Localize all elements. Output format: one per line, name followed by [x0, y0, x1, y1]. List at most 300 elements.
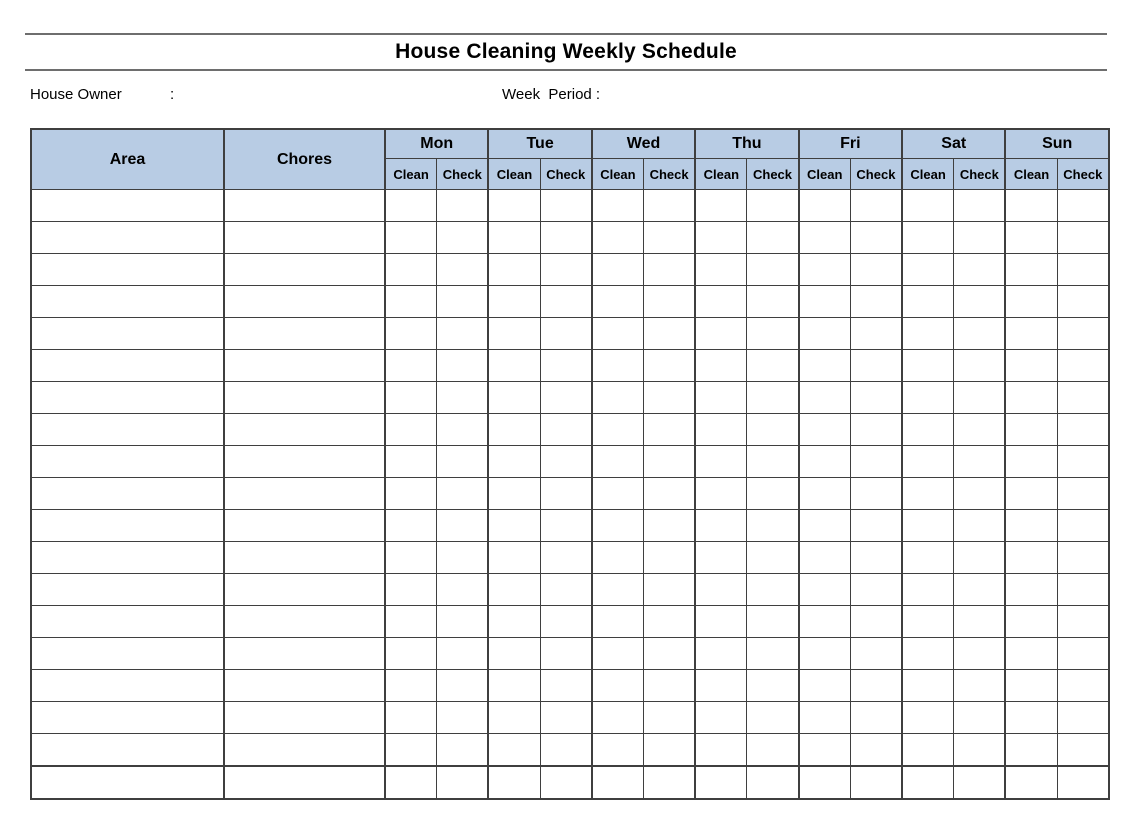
clean-cell-mon[interactable]: [385, 734, 437, 767]
check-cell-mon[interactable]: [437, 670, 489, 702]
clean-cell-wed[interactable]: [592, 254, 644, 286]
check-cell-sun[interactable]: [1057, 318, 1109, 350]
clean-cell-tue[interactable]: [488, 702, 540, 734]
chores-cell[interactable]: [224, 606, 385, 638]
chores-cell[interactable]: [224, 510, 385, 542]
check-cell-sat[interactable]: [954, 222, 1006, 254]
clean-cell-wed[interactable]: [592, 446, 644, 478]
check-cell-sat[interactable]: [954, 606, 1006, 638]
check-cell-fri[interactable]: [850, 478, 902, 510]
check-cell-thu[interactable]: [747, 638, 799, 670]
clean-cell-sun[interactable]: [1005, 638, 1057, 670]
clean-cell-sun[interactable]: [1005, 222, 1057, 254]
clean-cell-sat[interactable]: [902, 510, 954, 542]
check-cell-thu[interactable]: [747, 446, 799, 478]
check-cell-fri[interactable]: [850, 254, 902, 286]
check-cell-mon[interactable]: [437, 446, 489, 478]
check-cell-mon[interactable]: [437, 190, 489, 222]
check-cell-sun[interactable]: [1057, 222, 1109, 254]
clean-cell-sun[interactable]: [1005, 478, 1057, 510]
check-cell-fri[interactable]: [850, 286, 902, 318]
check-cell-sun[interactable]: [1057, 734, 1109, 767]
check-cell-wed[interactable]: [644, 510, 696, 542]
check-cell-thu[interactable]: [747, 670, 799, 702]
area-cell[interactable]: [31, 702, 224, 734]
check-cell-sun[interactable]: [1057, 702, 1109, 734]
check-cell-fri[interactable]: [850, 446, 902, 478]
area-cell[interactable]: [31, 446, 224, 478]
check-cell-sat[interactable]: [954, 382, 1006, 414]
check-cell-sun[interactable]: [1057, 286, 1109, 318]
check-cell-wed[interactable]: [644, 254, 696, 286]
clean-cell-sat[interactable]: [902, 318, 954, 350]
clean-cell-wed[interactable]: [592, 542, 644, 574]
chores-cell[interactable]: [224, 542, 385, 574]
clean-cell-sat[interactable]: [902, 382, 954, 414]
clean-cell-thu[interactable]: [695, 542, 747, 574]
check-cell-sat[interactable]: [954, 350, 1006, 382]
check-cell-mon[interactable]: [437, 606, 489, 638]
check-cell-mon[interactable]: [437, 318, 489, 350]
clean-cell-fri[interactable]: [799, 574, 851, 606]
check-cell-sat[interactable]: [954, 670, 1006, 702]
clean-cell-mon[interactable]: [385, 382, 437, 414]
chores-cell[interactable]: [224, 414, 385, 446]
area-cell[interactable]: [31, 574, 224, 606]
clean-cell-wed[interactable]: [592, 382, 644, 414]
clean-cell-tue[interactable]: [488, 638, 540, 670]
check-cell-tue[interactable]: [540, 670, 592, 702]
check-cell-wed[interactable]: [644, 190, 696, 222]
check-cell-tue[interactable]: [540, 702, 592, 734]
clean-cell-fri[interactable]: [799, 670, 851, 702]
clean-cell-sat[interactable]: [902, 350, 954, 382]
clean-cell-mon[interactable]: [385, 318, 437, 350]
clean-cell-mon[interactable]: [385, 510, 437, 542]
area-cell[interactable]: [31, 382, 224, 414]
clean-cell-sat[interactable]: [902, 766, 954, 799]
clean-cell-sat[interactable]: [902, 286, 954, 318]
area-cell[interactable]: [31, 638, 224, 670]
check-cell-fri[interactable]: [850, 702, 902, 734]
clean-cell-thu[interactable]: [695, 318, 747, 350]
clean-cell-fri[interactable]: [799, 446, 851, 478]
clean-cell-sat[interactable]: [902, 414, 954, 446]
check-cell-sat[interactable]: [954, 446, 1006, 478]
clean-cell-thu[interactable]: [695, 670, 747, 702]
clean-cell-sat[interactable]: [902, 702, 954, 734]
check-cell-mon[interactable]: [437, 638, 489, 670]
check-cell-sat[interactable]: [954, 638, 1006, 670]
check-cell-thu[interactable]: [747, 510, 799, 542]
check-cell-thu[interactable]: [747, 190, 799, 222]
check-cell-sun[interactable]: [1057, 542, 1109, 574]
clean-cell-fri[interactable]: [799, 382, 851, 414]
check-cell-thu[interactable]: [747, 606, 799, 638]
clean-cell-mon[interactable]: [385, 414, 437, 446]
check-cell-sun[interactable]: [1057, 766, 1109, 799]
clean-cell-sat[interactable]: [902, 222, 954, 254]
check-cell-thu[interactable]: [747, 318, 799, 350]
check-cell-sat[interactable]: [954, 478, 1006, 510]
check-cell-tue[interactable]: [540, 766, 592, 799]
check-cell-sat[interactable]: [954, 542, 1006, 574]
clean-cell-wed[interactable]: [592, 734, 644, 767]
clean-cell-wed[interactable]: [592, 670, 644, 702]
clean-cell-thu[interactable]: [695, 414, 747, 446]
clean-cell-sun[interactable]: [1005, 734, 1057, 767]
clean-cell-tue[interactable]: [488, 766, 540, 799]
check-cell-tue[interactable]: [540, 414, 592, 446]
check-cell-sat[interactable]: [954, 190, 1006, 222]
check-cell-thu[interactable]: [747, 286, 799, 318]
check-cell-wed[interactable]: [644, 414, 696, 446]
check-cell-wed[interactable]: [644, 222, 696, 254]
check-cell-sun[interactable]: [1057, 574, 1109, 606]
check-cell-mon[interactable]: [437, 286, 489, 318]
check-cell-fri[interactable]: [850, 414, 902, 446]
clean-cell-tue[interactable]: [488, 510, 540, 542]
chores-cell[interactable]: [224, 574, 385, 606]
check-cell-thu[interactable]: [747, 766, 799, 799]
check-cell-sun[interactable]: [1057, 254, 1109, 286]
chores-cell[interactable]: [224, 702, 385, 734]
check-cell-tue[interactable]: [540, 510, 592, 542]
check-cell-sun[interactable]: [1057, 190, 1109, 222]
area-cell[interactable]: [31, 478, 224, 510]
check-cell-tue[interactable]: [540, 542, 592, 574]
clean-cell-tue[interactable]: [488, 734, 540, 767]
area-cell[interactable]: [31, 350, 224, 382]
area-cell[interactable]: [31, 318, 224, 350]
check-cell-wed[interactable]: [644, 286, 696, 318]
check-cell-mon[interactable]: [437, 350, 489, 382]
check-cell-sun[interactable]: [1057, 606, 1109, 638]
clean-cell-sat[interactable]: [902, 734, 954, 767]
check-cell-fri[interactable]: [850, 766, 902, 799]
check-cell-sun[interactable]: [1057, 382, 1109, 414]
clean-cell-tue[interactable]: [488, 350, 540, 382]
clean-cell-sun[interactable]: [1005, 382, 1057, 414]
clean-cell-fri[interactable]: [799, 478, 851, 510]
check-cell-wed[interactable]: [644, 574, 696, 606]
clean-cell-wed[interactable]: [592, 606, 644, 638]
clean-cell-fri[interactable]: [799, 286, 851, 318]
clean-cell-mon[interactable]: [385, 606, 437, 638]
clean-cell-thu[interactable]: [695, 574, 747, 606]
check-cell-sat[interactable]: [954, 734, 1006, 767]
clean-cell-mon[interactable]: [385, 542, 437, 574]
clean-cell-sun[interactable]: [1005, 190, 1057, 222]
check-cell-tue[interactable]: [540, 286, 592, 318]
check-cell-mon[interactable]: [437, 254, 489, 286]
clean-cell-sun[interactable]: [1005, 574, 1057, 606]
clean-cell-thu[interactable]: [695, 734, 747, 767]
clean-cell-tue[interactable]: [488, 414, 540, 446]
check-cell-sat[interactable]: [954, 702, 1006, 734]
clean-cell-fri[interactable]: [799, 766, 851, 799]
check-cell-wed[interactable]: [644, 734, 696, 767]
clean-cell-thu[interactable]: [695, 702, 747, 734]
clean-cell-thu[interactable]: [695, 478, 747, 510]
clean-cell-tue[interactable]: [488, 286, 540, 318]
check-cell-wed[interactable]: [644, 318, 696, 350]
check-cell-mon[interactable]: [437, 574, 489, 606]
clean-cell-fri[interactable]: [799, 414, 851, 446]
check-cell-mon[interactable]: [437, 478, 489, 510]
check-cell-wed[interactable]: [644, 638, 696, 670]
check-cell-thu[interactable]: [747, 414, 799, 446]
clean-cell-fri[interactable]: [799, 702, 851, 734]
check-cell-sat[interactable]: [954, 414, 1006, 446]
clean-cell-sun[interactable]: [1005, 350, 1057, 382]
check-cell-tue[interactable]: [540, 478, 592, 510]
clean-cell-sat[interactable]: [902, 478, 954, 510]
check-cell-fri[interactable]: [850, 734, 902, 767]
clean-cell-wed[interactable]: [592, 510, 644, 542]
clean-cell-sat[interactable]: [902, 670, 954, 702]
check-cell-wed[interactable]: [644, 446, 696, 478]
check-cell-fri[interactable]: [850, 542, 902, 574]
check-cell-sun[interactable]: [1057, 446, 1109, 478]
area-cell[interactable]: [31, 766, 224, 799]
check-cell-thu[interactable]: [747, 254, 799, 286]
area-cell[interactable]: [31, 606, 224, 638]
clean-cell-thu[interactable]: [695, 350, 747, 382]
area-cell[interactable]: [31, 254, 224, 286]
clean-cell-sun[interactable]: [1005, 702, 1057, 734]
check-cell-tue[interactable]: [540, 318, 592, 350]
check-cell-wed[interactable]: [644, 766, 696, 799]
area-cell[interactable]: [31, 414, 224, 446]
check-cell-fri[interactable]: [850, 638, 902, 670]
clean-cell-wed[interactable]: [592, 190, 644, 222]
check-cell-tue[interactable]: [540, 734, 592, 767]
clean-cell-wed[interactable]: [592, 350, 644, 382]
clean-cell-tue[interactable]: [488, 670, 540, 702]
check-cell-sun[interactable]: [1057, 510, 1109, 542]
check-cell-thu[interactable]: [747, 382, 799, 414]
clean-cell-mon[interactable]: [385, 478, 437, 510]
chores-cell[interactable]: [224, 222, 385, 254]
check-cell-fri[interactable]: [850, 574, 902, 606]
check-cell-tue[interactable]: [540, 350, 592, 382]
check-cell-thu[interactable]: [747, 350, 799, 382]
clean-cell-tue[interactable]: [488, 382, 540, 414]
chores-cell[interactable]: [224, 638, 385, 670]
clean-cell-wed[interactable]: [592, 574, 644, 606]
check-cell-fri[interactable]: [850, 382, 902, 414]
check-cell-thu[interactable]: [747, 574, 799, 606]
chores-cell[interactable]: [224, 766, 385, 799]
check-cell-mon[interactable]: [437, 382, 489, 414]
clean-cell-thu[interactable]: [695, 190, 747, 222]
chores-cell[interactable]: [224, 734, 385, 767]
chores-cell[interactable]: [224, 350, 385, 382]
check-cell-thu[interactable]: [747, 478, 799, 510]
clean-cell-tue[interactable]: [488, 574, 540, 606]
clean-cell-sat[interactable]: [902, 574, 954, 606]
check-cell-tue[interactable]: [540, 606, 592, 638]
clean-cell-sun[interactable]: [1005, 286, 1057, 318]
clean-cell-thu[interactable]: [695, 510, 747, 542]
check-cell-tue[interactable]: [540, 222, 592, 254]
clean-cell-sun[interactable]: [1005, 414, 1057, 446]
clean-cell-sat[interactable]: [902, 638, 954, 670]
clean-cell-fri[interactable]: [799, 222, 851, 254]
clean-cell-tue[interactable]: [488, 190, 540, 222]
clean-cell-tue[interactable]: [488, 478, 540, 510]
chores-cell[interactable]: [224, 190, 385, 222]
clean-cell-fri[interactable]: [799, 190, 851, 222]
clean-cell-mon[interactable]: [385, 446, 437, 478]
check-cell-wed[interactable]: [644, 606, 696, 638]
clean-cell-tue[interactable]: [488, 318, 540, 350]
clean-cell-fri[interactable]: [799, 510, 851, 542]
clean-cell-mon[interactable]: [385, 190, 437, 222]
clean-cell-tue[interactable]: [488, 446, 540, 478]
clean-cell-sat[interactable]: [902, 190, 954, 222]
clean-cell-fri[interactable]: [799, 254, 851, 286]
check-cell-mon[interactable]: [437, 542, 489, 574]
area-cell[interactable]: [31, 222, 224, 254]
check-cell-fri[interactable]: [850, 670, 902, 702]
clean-cell-tue[interactable]: [488, 542, 540, 574]
check-cell-mon[interactable]: [437, 766, 489, 799]
check-cell-tue[interactable]: [540, 574, 592, 606]
check-cell-fri[interactable]: [850, 318, 902, 350]
check-cell-sat[interactable]: [954, 254, 1006, 286]
clean-cell-sun[interactable]: [1005, 446, 1057, 478]
chores-cell[interactable]: [224, 318, 385, 350]
clean-cell-fri[interactable]: [799, 350, 851, 382]
check-cell-thu[interactable]: [747, 734, 799, 767]
check-cell-wed[interactable]: [644, 670, 696, 702]
check-cell-sat[interactable]: [954, 766, 1006, 799]
clean-cell-thu[interactable]: [695, 766, 747, 799]
chores-cell[interactable]: [224, 478, 385, 510]
check-cell-mon[interactable]: [437, 222, 489, 254]
clean-cell-thu[interactable]: [695, 382, 747, 414]
check-cell-tue[interactable]: [540, 190, 592, 222]
clean-cell-wed[interactable]: [592, 702, 644, 734]
area-cell[interactable]: [31, 670, 224, 702]
clean-cell-mon[interactable]: [385, 638, 437, 670]
clean-cell-thu[interactable]: [695, 606, 747, 638]
clean-cell-mon[interactable]: [385, 350, 437, 382]
check-cell-sat[interactable]: [954, 574, 1006, 606]
clean-cell-wed[interactable]: [592, 414, 644, 446]
clean-cell-sat[interactable]: [902, 254, 954, 286]
clean-cell-sat[interactable]: [902, 542, 954, 574]
area-cell[interactable]: [31, 286, 224, 318]
check-cell-sun[interactable]: [1057, 350, 1109, 382]
chores-cell[interactable]: [224, 382, 385, 414]
check-cell-wed[interactable]: [644, 382, 696, 414]
clean-cell-fri[interactable]: [799, 318, 851, 350]
clean-cell-wed[interactable]: [592, 318, 644, 350]
clean-cell-sat[interactable]: [902, 446, 954, 478]
chores-cell[interactable]: [224, 446, 385, 478]
clean-cell-tue[interactable]: [488, 222, 540, 254]
check-cell-mon[interactable]: [437, 702, 489, 734]
area-cell[interactable]: [31, 510, 224, 542]
clean-cell-sun[interactable]: [1005, 766, 1057, 799]
check-cell-tue[interactable]: [540, 382, 592, 414]
check-cell-wed[interactable]: [644, 542, 696, 574]
check-cell-sun[interactable]: [1057, 670, 1109, 702]
clean-cell-tue[interactable]: [488, 254, 540, 286]
check-cell-wed[interactable]: [644, 350, 696, 382]
clean-cell-wed[interactable]: [592, 286, 644, 318]
check-cell-sun[interactable]: [1057, 638, 1109, 670]
check-cell-fri[interactable]: [850, 350, 902, 382]
check-cell-sat[interactable]: [954, 510, 1006, 542]
clean-cell-thu[interactable]: [695, 638, 747, 670]
chores-cell[interactable]: [224, 286, 385, 318]
clean-cell-mon[interactable]: [385, 286, 437, 318]
clean-cell-sun[interactable]: [1005, 606, 1057, 638]
clean-cell-mon[interactable]: [385, 766, 437, 799]
area-cell[interactable]: [31, 542, 224, 574]
clean-cell-mon[interactable]: [385, 574, 437, 606]
clean-cell-mon[interactable]: [385, 702, 437, 734]
check-cell-thu[interactable]: [747, 542, 799, 574]
clean-cell-wed[interactable]: [592, 638, 644, 670]
check-cell-sat[interactable]: [954, 318, 1006, 350]
clean-cell-wed[interactable]: [592, 766, 644, 799]
clean-cell-thu[interactable]: [695, 254, 747, 286]
check-cell-tue[interactable]: [540, 638, 592, 670]
chores-cell[interactable]: [224, 670, 385, 702]
check-cell-sun[interactable]: [1057, 414, 1109, 446]
clean-cell-fri[interactable]: [799, 734, 851, 767]
clean-cell-tue[interactable]: [488, 606, 540, 638]
check-cell-sat[interactable]: [954, 286, 1006, 318]
check-cell-mon[interactable]: [437, 414, 489, 446]
clean-cell-sun[interactable]: [1005, 542, 1057, 574]
clean-cell-sun[interactable]: [1005, 510, 1057, 542]
check-cell-wed[interactable]: [644, 702, 696, 734]
clean-cell-mon[interactable]: [385, 254, 437, 286]
check-cell-fri[interactable]: [850, 222, 902, 254]
clean-cell-thu[interactable]: [695, 446, 747, 478]
check-cell-thu[interactable]: [747, 702, 799, 734]
clean-cell-mon[interactable]: [385, 670, 437, 702]
check-cell-fri[interactable]: [850, 606, 902, 638]
check-cell-mon[interactable]: [437, 734, 489, 767]
check-cell-wed[interactable]: [644, 478, 696, 510]
check-cell-fri[interactable]: [850, 510, 902, 542]
clean-cell-wed[interactable]: [592, 478, 644, 510]
clean-cell-fri[interactable]: [799, 606, 851, 638]
clean-cell-sun[interactable]: [1005, 254, 1057, 286]
clean-cell-fri[interactable]: [799, 638, 851, 670]
clean-cell-fri[interactable]: [799, 542, 851, 574]
clean-cell-thu[interactable]: [695, 222, 747, 254]
check-cell-tue[interactable]: [540, 254, 592, 286]
clean-cell-thu[interactable]: [695, 286, 747, 318]
clean-cell-sun[interactable]: [1005, 670, 1057, 702]
area-cell[interactable]: [31, 190, 224, 222]
chores-cell[interactable]: [224, 254, 385, 286]
check-cell-fri[interactable]: [850, 190, 902, 222]
clean-cell-mon[interactable]: [385, 222, 437, 254]
check-cell-sun[interactable]: [1057, 478, 1109, 510]
check-cell-thu[interactable]: [747, 222, 799, 254]
check-cell-tue[interactable]: [540, 446, 592, 478]
clean-cell-sat[interactable]: [902, 606, 954, 638]
